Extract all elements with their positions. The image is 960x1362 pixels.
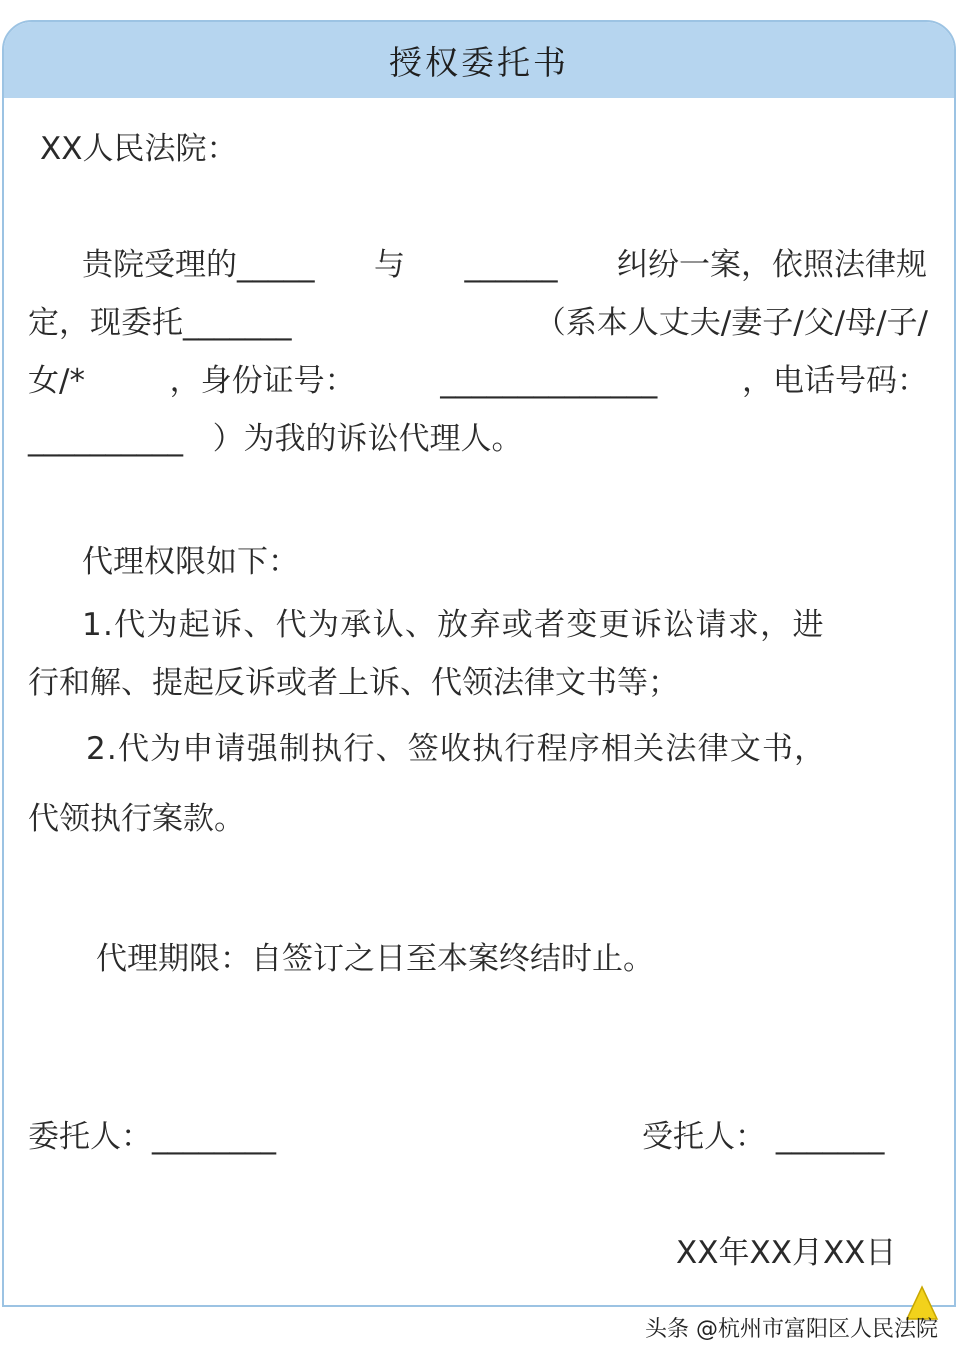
para1-line1 bbox=[82, 247, 927, 283]
para1-text: ，身份证号： bbox=[169, 363, 356, 399]
power1-line1: 1.代为起诉、代为承认、放弃或者变更诉讼请求，进 bbox=[82, 607, 825, 643]
para1-text: 纠纷一案，依照法律规 bbox=[617, 247, 927, 283]
power2-line2: 代领执行案款。 bbox=[28, 801, 245, 837]
para1-text: ）为我的诉讼代理人。 bbox=[212, 421, 523, 457]
para1-text: 与 bbox=[374, 247, 405, 283]
para1-text: ______________ bbox=[440, 363, 658, 399]
para1-text: __________ bbox=[28, 421, 183, 457]
para1-text: ，电话号码： bbox=[741, 363, 928, 399]
para1-line3 bbox=[28, 363, 928, 399]
document-title: 授权委托书 bbox=[4, 22, 954, 98]
source-credit: 头条 @杭州市富阳区人民法院 bbox=[645, 1317, 938, 1342]
para1-text: 定，现委托_______ bbox=[28, 305, 292, 341]
powers-heading: 代理权限如下： bbox=[82, 544, 299, 580]
addressee: XX人民法院： bbox=[40, 131, 238, 167]
para1-line2 bbox=[28, 305, 928, 341]
power1-line2: 行和解、提起反诉或者上诉、代领法律文书等； bbox=[28, 665, 679, 701]
para1-text: 女/* bbox=[28, 363, 85, 399]
document-card bbox=[2, 20, 956, 1307]
para1-text: （系本人丈夫/妻子/父/母/子/ bbox=[534, 305, 928, 341]
para1-text: ______ bbox=[464, 247, 558, 283]
principal-line: 委托人：________ bbox=[28, 1119, 276, 1155]
para1-text: 贵院受理的_____ bbox=[82, 247, 315, 283]
term-text: 代理期限：自签订之日至本案终结时止。 bbox=[96, 941, 654, 977]
power2-line1: 2.代为申请强制执行、签收执行程序相关法律文书， bbox=[86, 731, 827, 767]
agent-line: 受托人： _______ bbox=[642, 1119, 885, 1155]
date-line: XX年XX月XX日 bbox=[676, 1235, 897, 1271]
para1-line4 bbox=[28, 421, 523, 457]
